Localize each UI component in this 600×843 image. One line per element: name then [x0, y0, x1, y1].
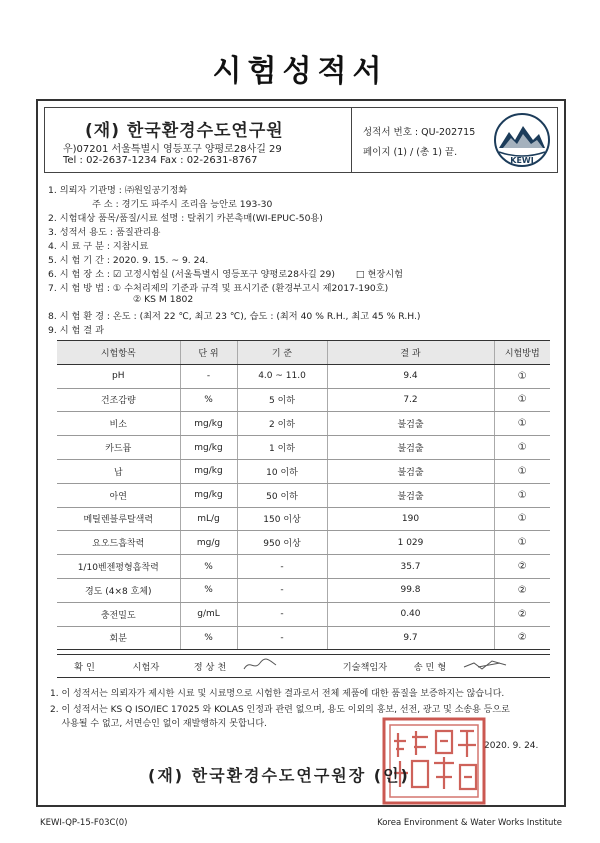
manager-name: 송 민 형 [400, 655, 460, 678]
cell-unit: mg/kg [180, 483, 237, 507]
footer-org-name: (재) 한국환경수도연구원장 (인) [148, 766, 410, 785]
note-3: 사용될 수 없고, 서면승인 없이 재발행하지 못합니다. [50, 719, 267, 729]
cell-method [494, 436, 550, 460]
method-badge: ② [517, 608, 527, 620]
info-line-2: 2. 시험대상 품목/품질/시료 설명 : 탈취기 카본촉매(WI-EPUC-50용) [48, 213, 323, 224]
tester-name: 정 상 천 [180, 655, 240, 678]
method-badge: ① [517, 537, 527, 549]
cell-item: 충전밀도 [57, 602, 180, 626]
method-badge: ① [517, 442, 527, 454]
org-tel-fax: Tel : 02-2637-1234 Fax : 02-2631-8767 [63, 155, 258, 166]
method-badge: ① [517, 465, 527, 477]
page-number: 페이지 (1) / (총 1) 끝. [363, 147, 458, 158]
cell-unit: % [180, 578, 237, 602]
confirmation-table [57, 654, 550, 678]
method-badge: ① [517, 418, 527, 430]
tester-signature-icon [240, 657, 280, 673]
field-test-checkbox: □ [355, 269, 365, 280]
col-header-standard: 기 준 [237, 341, 327, 365]
cell-item: 건조감량 [57, 388, 180, 412]
cell-result: 9.7 [327, 626, 494, 650]
cell-unit: g/mL [180, 602, 237, 626]
col-header-method: 시험방법 [494, 341, 550, 365]
table-row [57, 602, 550, 626]
header-divider [351, 108, 352, 172]
cell-method [494, 531, 550, 555]
results-table [57, 340, 550, 650]
manager-label: 기술책임자 [330, 655, 400, 678]
note-1: 1. 이 성적서는 의뢰자가 제시한 시료 및 시료명으로 시험한 결과로서 전체 제품에 대한 품질을 보증하지는 않습니다. [50, 689, 505, 699]
info-line-address: 주 소 : 경기도 파주시 조리읍 능안로 193-30 [92, 199, 273, 210]
cell-standard: - [237, 626, 327, 650]
cell-method [494, 602, 550, 626]
col-header-unit: 단 위 [180, 341, 237, 365]
cell-standard: - [237, 578, 327, 602]
logo-label: KEWI [510, 156, 534, 165]
cell-standard: 2 이하 [237, 412, 327, 436]
info-line-9: 9. 시 험 결 과 [48, 325, 104, 336]
table-row [57, 388, 550, 412]
table-row [57, 364, 550, 388]
cell-result: 190 [327, 507, 494, 531]
info-line-7: 7. 시 험 방 법 : ① 수처리제의 기준과 규격 및 표시기준 (환경부고시 제2017-190호) [48, 283, 389, 294]
col-header-item: 시험항목 [57, 341, 180, 365]
org-name: (재) 한국환경수도연구원 [85, 121, 284, 141]
table-row [57, 555, 550, 579]
tester-label: 시험자 [112, 655, 180, 678]
table-row [57, 507, 550, 531]
manager-signature-icon [460, 657, 510, 673]
cell-result: 35.7 [327, 555, 494, 579]
method-badge: ② [517, 561, 527, 573]
cell-item: 아연 [57, 483, 180, 507]
table-row [57, 436, 550, 460]
table-row [57, 626, 550, 650]
cell-standard: 950 이상 [237, 531, 327, 555]
cell-unit: mg/kg [180, 459, 237, 483]
confirmation-row [57, 655, 550, 678]
cell-result: 불검출 [327, 459, 494, 483]
cell-unit: mL/g [180, 507, 237, 531]
cell-item: 납 [57, 459, 180, 483]
cell-method [494, 364, 550, 388]
table-row [57, 412, 550, 436]
cell-method [494, 459, 550, 483]
cell-standard: 10 이하 [237, 459, 327, 483]
note-2: 2. 이 성적서는 KS Q ISO/IEC 17025 와 KOLAS 인정과 관련 없으며, 용도 이외의 홍보, 선전, 광고 및 소송용 등으로 [50, 705, 510, 715]
tester-signature [240, 655, 330, 678]
cell-unit: mg/g [180, 531, 237, 555]
table-row [57, 578, 550, 602]
method-badge: ① [517, 513, 527, 525]
document-number: KEWI-QP-15-F03C(0) [40, 818, 128, 828]
cell-unit: mg/kg [180, 436, 237, 460]
cell-result: 0.40 [327, 602, 494, 626]
cell-result: 불검출 [327, 412, 494, 436]
cell-item: 요오드흡착력 [57, 531, 180, 555]
cell-item: 비소 [57, 412, 180, 436]
org-address: 우)07201 서울특별시 영등포구 양평로28사길 29 [63, 144, 282, 155]
cell-standard: 5 이하 [237, 388, 327, 412]
cell-result: 1 029 [327, 531, 494, 555]
cell-standard: - [237, 555, 327, 579]
method-badge: ① [517, 370, 527, 382]
cell-method [494, 578, 550, 602]
cell-unit: % [180, 555, 237, 579]
cell-standard: 1 이하 [237, 436, 327, 460]
method-badge: ② [517, 584, 527, 596]
info-line-5: 5. 시 험 기 간 : 2020. 9. 15. ~ 9. 24. [48, 255, 209, 266]
cell-result: 99.8 [327, 578, 494, 602]
institute-name-en: Korea Environment & Water Works Institute [377, 818, 562, 828]
cell-unit: % [180, 626, 237, 650]
info-line-7b: ② KS M 1802 [133, 294, 194, 305]
issue-date: 2020. 9. 24. [484, 741, 539, 751]
report-header [44, 107, 558, 173]
cell-method [494, 555, 550, 579]
manager-signature [460, 655, 550, 678]
cell-method [494, 388, 550, 412]
cell-item: pH [57, 364, 180, 388]
report-number: 성적서 번호 : QU-202715 [363, 127, 476, 138]
method-badge: ② [517, 632, 527, 644]
cell-unit: - [180, 364, 237, 388]
cell-item: 1/10벤젠평형흡착력 [57, 555, 180, 579]
table-header-row [57, 341, 550, 365]
cell-unit: % [180, 388, 237, 412]
cell-item: 회분 [57, 626, 180, 650]
cell-method [494, 412, 550, 436]
cell-unit: mg/kg [180, 412, 237, 436]
info-line-6: 6. 시 험 장 소 : ☑ 고정시험실 (서울특별시 영등포구 양평로28사길 29) □ 현장시험 [48, 269, 403, 280]
cell-result: 7.2 [327, 388, 494, 412]
method-badge: ① [517, 489, 527, 501]
info-line-4: 4. 시 료 구 분 : 지참시료 [48, 241, 149, 252]
table-row [57, 531, 550, 555]
col-header-result: 결 과 [327, 341, 494, 365]
cell-item: 경도 (4×8 호체) [57, 578, 180, 602]
cell-result: 불검출 [327, 436, 494, 460]
page-title: 시험성적서 [212, 54, 388, 89]
info-line-8: 8. 시 험 환 경 : 온도 : (최저 22 ℃, 최고 23 ℃), 습도 : (최저 40 % R.H., 최고 45 % R.H.) [48, 311, 421, 322]
method-badge: ① [517, 394, 527, 406]
cell-item: 카드뮴 [57, 436, 180, 460]
cell-method [494, 483, 550, 507]
confirm-label: 확 인 [57, 655, 112, 678]
cell-standard: 50 이하 [237, 483, 327, 507]
table-row [57, 483, 550, 507]
official-seal-icon [382, 717, 486, 805]
info-line-3: 3. 성적서 용도 : 품질관리용 [48, 227, 161, 238]
cell-method [494, 626, 550, 650]
cell-standard: 150 이상 [237, 507, 327, 531]
table-row [57, 459, 550, 483]
cell-method [494, 507, 550, 531]
info-line-1: 1. 의뢰자 기관명 : ㈜원일공기정화 [48, 185, 188, 196]
cell-result: 9.4 [327, 364, 494, 388]
cell-result: 불검출 [327, 483, 494, 507]
cell-standard: - [237, 602, 327, 626]
cell-item: 메틸렌블루탈색력 [57, 507, 180, 531]
fixed-lab-checkbox: ☑ [112, 269, 122, 280]
cell-standard: 4.0 ~ 11.0 [237, 364, 327, 388]
kewi-logo-icon [493, 112, 551, 168]
